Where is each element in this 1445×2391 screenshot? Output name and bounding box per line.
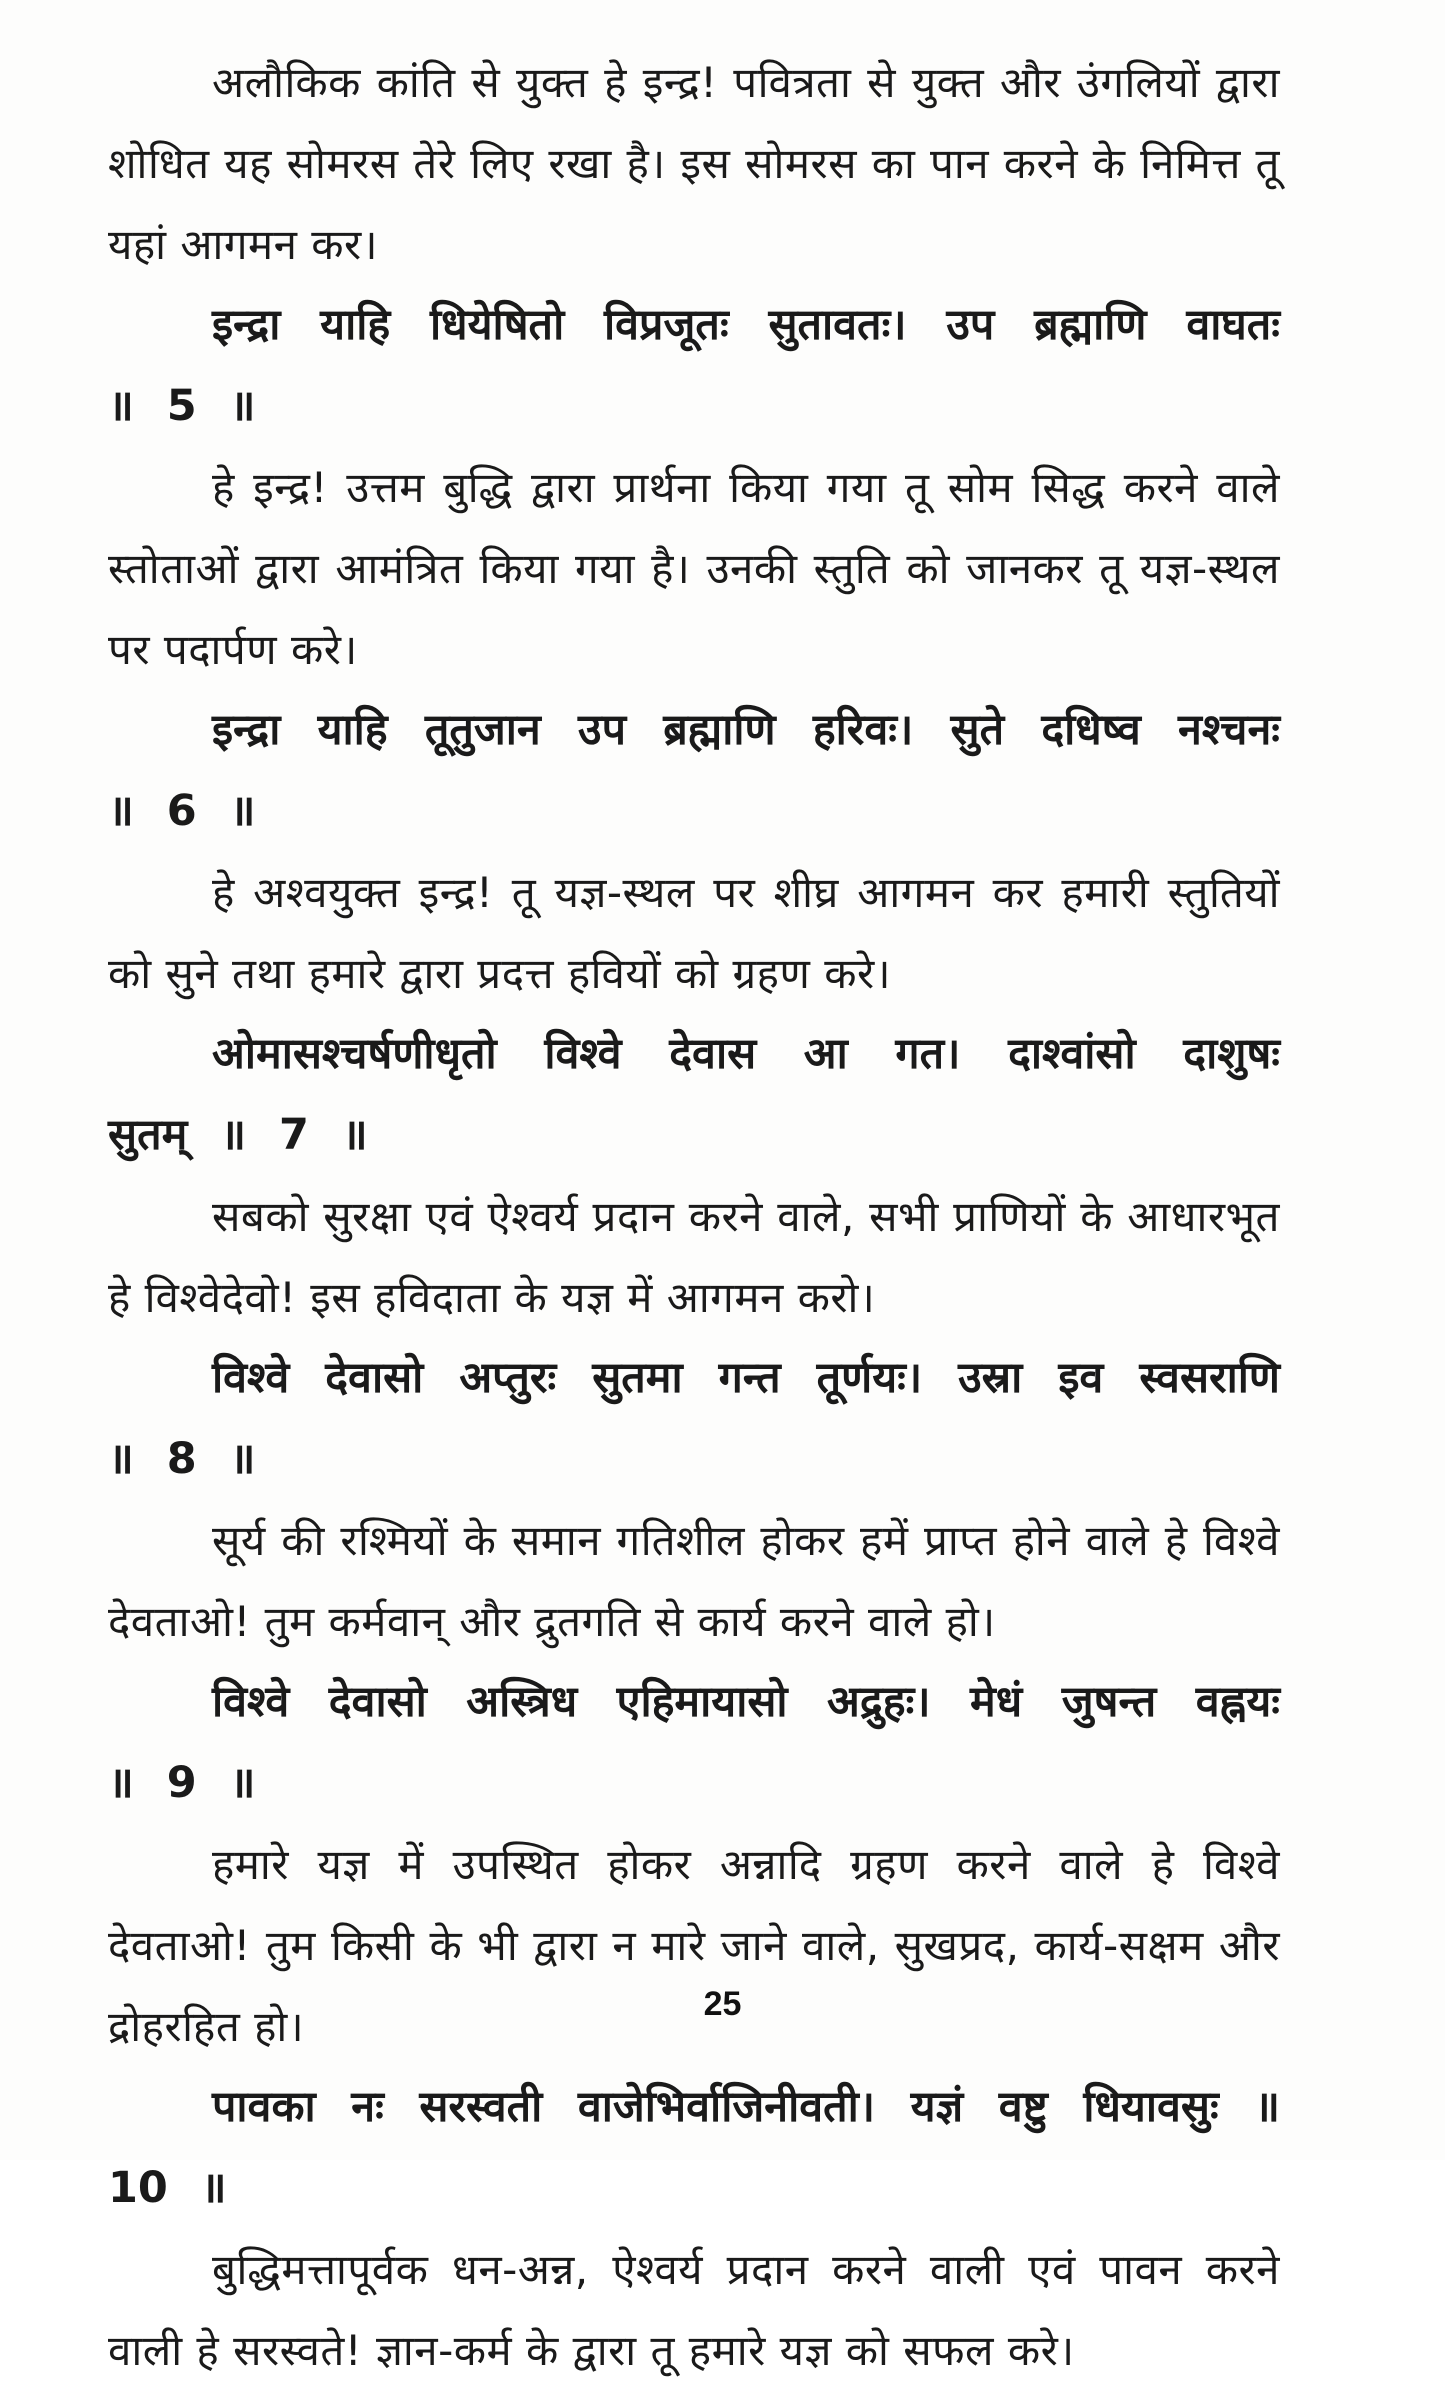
verse-7: ओमासश्चर्षणीधृतो विश्वे देवास आ गत। दाश्वांसो दाशुषः सुतम् ॥ 7 ॥ [108,1029,1280,1160]
translation-paragraph: हे अश्वयुक्त इन्द्र! तू यज्ञ-स्थल पर शीघ्र आगमन कर हमारी स्तुतियों को सुने तथा हमारे द्वारा प्रदत्त हवियों को ग्रहण करे। [108,868,1280,998]
verse-6: इन्द्रा याहि तूतुजान उप ब्रह्माणि हरिवः। सुते दधिष्व नश्चनः ॥ 6 ॥ [108,705,1280,836]
translation-paragraph: सूर्य की रश्मियों के समान गतिशील होकर हमें प्राप्त होने वाले हे विश्वे देवताओ! तुम कर्मवान् और द्रुतगति से कार्य करने वाले हो। [108,1516,1280,1646]
translation-paragraph: हे इन्द्र! उत्तम बुद्धि द्वारा प्रार्थना किया गया तू सोम सिद्ध करने वाले स्तोताओं द्वारा आमंत्रित किया गया है। उनकी स्तुति को जानकर तू यज्ञ-स्थल पर पदार्पण करे। [108,463,1280,674]
verse-9: विश्वे देवासो अस्त्रिध एहिमायासो अद्रुहः। मेधं जुषन्त वह्नयः ॥ 9 ॥ [108,1677,1280,1808]
verse-10: पावका नः सरस्वती वाजेभिर्वाजिनीवती। यज्ञं वष्टु धियावसुः ॥ 10 ॥ [108,2082,1280,2213]
translation-paragraph: अलौकिक कांति से युक्त हे इन्द्र! पवित्रता से युक्त और उंगलियों द्वारा शोधित यह सोमरस तेरे लिए रखा है। इस सोमरस का पान करने के निमित्त तू यहां आगमन कर। [108,58,1280,269]
translation-paragraph: सबको सुरक्षा एवं ऐश्वर्य प्रदान करने वाले, सभी प्राणियों के आधारभूत हे विश्वेदेवो! इस हविदाता के यज्ञ में आगमन करो। [108,1192,1280,1322]
translation-paragraph: बुद्धिमत्तापूर्वक धन-अन्न, ऐश्वर्य प्रदान करने वाली एवं पावन करने वाली हे सरस्वते! ज्ञान-कर्म के द्वारा तू हमारे यज्ञ को सफल करे। [108,2245,1280,2375]
page-number: 25 [703,1985,742,2023]
verse-8: विश्वे देवासो अप्तुरः सुतमा गन्त तूर्णयः। उस्रा इव स्वसराणि ॥ 8 ॥ [108,1353,1280,1484]
verse-5: इन्द्रा याहि धियेषितो विप्रजूतः सुतावतः। उप ब्रह्माणि वाघतः ॥ 5 ॥ [108,300,1280,431]
translation-paragraph: हमारे यज्ञ में उपस्थित होकर अन्नादि ग्रहण करने वाले हे विश्वे देवताओ! तुम किसी के भी द्वारा न मारे जाने वाले, सुखप्रद, कार्य-सक्षम और द्रोहरहित हो। [108,1840,1280,2051]
